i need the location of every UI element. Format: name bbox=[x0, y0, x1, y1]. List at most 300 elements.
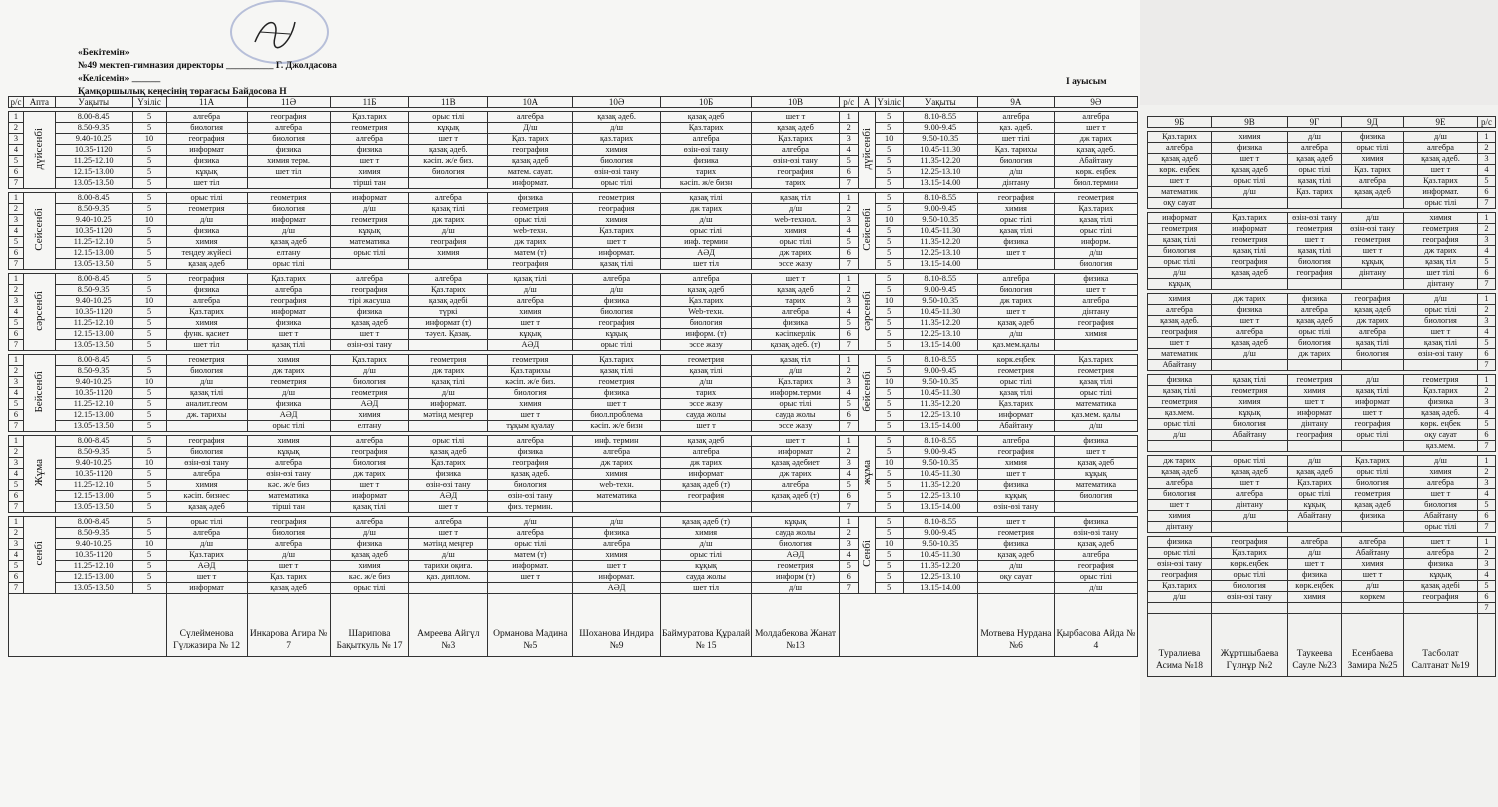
lesson-row bbox=[9, 480, 1138, 491]
subject-cell: д/ш bbox=[1404, 294, 1478, 305]
subject-cell: алгебра bbox=[1342, 537, 1404, 548]
lesson-number: 7 bbox=[1478, 522, 1496, 533]
lesson-time: 9.40-10.25 bbox=[55, 458, 132, 469]
subject-cell: дінтану bbox=[1404, 279, 1478, 290]
subject-cell: Қаз.тарих bbox=[660, 296, 752, 307]
subject-cell: д/ш bbox=[752, 204, 839, 215]
subject-cell: физика bbox=[1054, 517, 1137, 528]
day-name: бейсенбі bbox=[860, 371, 873, 412]
subject-cell: орыс тілі bbox=[488, 215, 573, 226]
subject-cell: тірі жасуша bbox=[330, 296, 409, 307]
subject-cell: биология bbox=[1148, 489, 1212, 500]
lesson-time: 9.40-10.25 bbox=[55, 296, 132, 307]
subject-cell: география bbox=[488, 458, 573, 469]
lesson-number: 1 bbox=[839, 436, 858, 447]
subject-cell: биология bbox=[1404, 500, 1478, 511]
break-minutes: 5 bbox=[875, 366, 903, 377]
subject-cell: Қаз.тарих bbox=[166, 550, 247, 561]
subject-cell: география bbox=[573, 318, 660, 329]
break-minutes: 5 bbox=[875, 491, 903, 502]
subject-cell bbox=[1148, 603, 1212, 614]
subject-cell: орыс тілі bbox=[409, 436, 488, 447]
subject-cell: қаз.мем. bbox=[1404, 441, 1478, 452]
lesson-row bbox=[1148, 441, 1496, 452]
subject-cell: қазақ тілі bbox=[660, 193, 752, 204]
subject-cell: орыс тілі bbox=[1054, 572, 1137, 583]
lesson-row bbox=[9, 421, 1138, 432]
subject-cell: орыс тілі bbox=[752, 399, 839, 410]
subject-cell: кәсіпкерлік bbox=[752, 329, 839, 340]
subject-cell: түркі bbox=[409, 307, 488, 318]
lesson-time: 11.35-12.20 bbox=[903, 561, 978, 572]
col-header: 11А bbox=[166, 97, 247, 108]
subject-cell: орыс тілі bbox=[330, 583, 409, 594]
subject-cell: көрк. еңбек bbox=[1404, 419, 1478, 430]
subject-cell: қазақ әдеб (т) bbox=[660, 517, 752, 528]
subject-cell: шет т bbox=[660, 421, 752, 432]
subject-cell: қаз. әдеб. bbox=[978, 123, 1055, 134]
lesson-number: 1 bbox=[839, 112, 858, 123]
subject-cell: д/ш bbox=[1054, 583, 1137, 594]
subject-cell: кұқық bbox=[1212, 408, 1288, 419]
subject-cell: биология bbox=[1054, 491, 1137, 502]
lesson-number: 2 bbox=[839, 123, 858, 134]
lesson-number: 3 bbox=[9, 539, 24, 550]
subject-cell: қазақ әдеб bbox=[1148, 467, 1212, 478]
subject-cell: геометрия bbox=[1404, 224, 1478, 235]
subject-cell bbox=[1342, 441, 1404, 452]
subject-cell: сауда жолы bbox=[752, 528, 839, 539]
lesson-number: 2 bbox=[9, 123, 24, 134]
lesson-number: 3 bbox=[9, 377, 24, 388]
subject-cell: көрк. еңбек bbox=[1148, 165, 1212, 176]
subject-cell: д/ш bbox=[752, 583, 839, 594]
subject-cell: физ. термин. bbox=[488, 502, 573, 513]
lesson-row bbox=[9, 274, 1138, 285]
day-name-cell bbox=[858, 436, 875, 513]
subject-cell: қазақ әдеб. bbox=[409, 145, 488, 156]
subject-cell: қазақ тіл bbox=[752, 355, 839, 366]
lesson-row bbox=[9, 469, 1138, 480]
subject-cell: Қаз.тарих bbox=[1404, 386, 1478, 397]
subject-cell bbox=[1054, 340, 1137, 351]
subject-cell: алгебра bbox=[330, 274, 409, 285]
subject-cell: орыс тілі bbox=[1342, 467, 1404, 478]
shift-label: I ауысым bbox=[1066, 77, 1107, 87]
subject-cell: дж тарих bbox=[752, 248, 839, 259]
lesson-time: 13.05-13.50 bbox=[55, 583, 132, 594]
subject-cell: Қаз.тарих bbox=[330, 112, 409, 123]
subject-cell: математика bbox=[247, 491, 330, 502]
subject-cell: д/ш bbox=[1342, 213, 1404, 224]
lesson-time: 12.25-13.10 bbox=[903, 572, 978, 583]
day-name-cell bbox=[858, 355, 875, 432]
lesson-number: 6 bbox=[1478, 187, 1496, 198]
lesson-row bbox=[1148, 500, 1496, 511]
lesson-time: 8.50-9.35 bbox=[55, 204, 132, 215]
subject-cell: дж тарих bbox=[660, 204, 752, 215]
subject-cell: оқу сауат bbox=[1404, 430, 1478, 441]
subject-cell: д/ш bbox=[166, 377, 247, 388]
break-minutes: 10 bbox=[132, 296, 166, 307]
subject-cell bbox=[1342, 360, 1404, 371]
lesson-time: 8.50-9.35 bbox=[55, 528, 132, 539]
subject-cell: алгебра bbox=[488, 296, 573, 307]
lesson-number: 4 bbox=[9, 469, 24, 480]
subject-cell: алгебра bbox=[978, 274, 1055, 285]
subject-cell: химия bbox=[573, 145, 660, 156]
subject-cell: шет т bbox=[166, 572, 247, 583]
subject-cell: алгебра bbox=[1288, 537, 1342, 548]
lesson-row bbox=[1148, 559, 1496, 570]
subject-cell: Қаз.тарих bbox=[1054, 204, 1137, 215]
lesson-row bbox=[9, 410, 1138, 421]
lesson-number: 4 bbox=[1478, 408, 1496, 419]
lesson-number: 1 bbox=[9, 193, 24, 204]
subject-cell bbox=[1342, 198, 1404, 209]
subject-cell: қазақ әдеб. bbox=[488, 469, 573, 480]
lesson-number: 7 bbox=[1478, 198, 1496, 209]
subject-cell: Қаз.тарих bbox=[752, 134, 839, 145]
teacher-name: Туралиева Асима №18 bbox=[1148, 614, 1212, 677]
lesson-number: 5 bbox=[9, 237, 24, 248]
subject-cell: қазақ тілі bbox=[1054, 377, 1137, 388]
subject-cell: қазақ тілі bbox=[1148, 386, 1212, 397]
lesson-time: 13.15-14.00 bbox=[903, 340, 978, 351]
break-minutes: 5 bbox=[132, 550, 166, 561]
subject-cell: қазақ тілі bbox=[978, 226, 1055, 237]
col-header: 9Д bbox=[1342, 117, 1404, 128]
lesson-number: 4 bbox=[9, 550, 24, 561]
lesson-row bbox=[9, 539, 1138, 550]
subject-cell: Қаз.тарих bbox=[409, 285, 488, 296]
break-minutes: 5 bbox=[132, 410, 166, 421]
subject-cell: кұқық bbox=[1342, 257, 1404, 268]
lesson-row bbox=[1148, 489, 1496, 500]
subject-cell: матем. сауат. bbox=[488, 167, 573, 178]
break-minutes: 5 bbox=[132, 528, 166, 539]
subject-cell: геометрия bbox=[1212, 386, 1288, 397]
subject-cell: тарих bbox=[660, 167, 752, 178]
lesson-number: 7 bbox=[839, 259, 858, 270]
subject-cell: информат (т) bbox=[409, 318, 488, 329]
subject-cell: шет т bbox=[1288, 397, 1342, 408]
subject-cell: дінтану bbox=[1342, 268, 1404, 279]
subject-cell: география bbox=[1212, 537, 1288, 548]
lesson-time: 11.25-12.10 bbox=[55, 561, 132, 572]
subject-cell: қазақ әдеб bbox=[1288, 154, 1342, 165]
subject-cell: математика bbox=[1054, 480, 1137, 491]
subject-cell: орыс тілі bbox=[1054, 226, 1137, 237]
lesson-number: 6 bbox=[839, 248, 858, 259]
subject-cell: химия bbox=[166, 480, 247, 491]
lesson-row bbox=[1148, 294, 1496, 305]
subject-cell: д/ш bbox=[1212, 187, 1288, 198]
subject-cell: шет т bbox=[1212, 316, 1288, 327]
teacher-name: Тасболат Салтанат №19 bbox=[1404, 614, 1478, 677]
subject-cell: биология bbox=[1288, 338, 1342, 349]
subject-cell: Қаз.тарих bbox=[1148, 132, 1212, 143]
lesson-time: 9.50-10.35 bbox=[903, 215, 978, 226]
subject-cell: география bbox=[1148, 327, 1212, 338]
break-minutes: 10 bbox=[132, 215, 166, 226]
day-name: жұма bbox=[860, 460, 873, 485]
lesson-time: 11.35-12.20 bbox=[903, 480, 978, 491]
subject-cell: география bbox=[330, 285, 409, 296]
lesson-time: 13.15-14.00 bbox=[903, 583, 978, 594]
lesson-time: 12.25-13.10 bbox=[903, 491, 978, 502]
teacher-name: Инкарова Агира № 7 bbox=[247, 594, 330, 657]
subject-cell bbox=[660, 502, 752, 513]
subject-cell: биология bbox=[166, 447, 247, 458]
subject-cell: алгебра bbox=[166, 469, 247, 480]
subject-cell: АӘД bbox=[752, 550, 839, 561]
subject-cell: өзін-өзі тану bbox=[1342, 224, 1404, 235]
lesson-number: 4 bbox=[9, 307, 24, 318]
subject-cell: Қаз.тарих bbox=[573, 226, 660, 237]
lesson-row bbox=[9, 366, 1138, 377]
subject-cell: алгебра bbox=[1288, 305, 1342, 316]
spacer-cell bbox=[839, 594, 977, 657]
subject-cell: алгебра bbox=[752, 307, 839, 318]
subject-cell: қазақ тілі bbox=[1288, 246, 1342, 257]
subject-cell: шет т bbox=[1288, 559, 1342, 570]
subject-cell: д/ш bbox=[1148, 430, 1212, 441]
lesson-time: 8.50-9.35 bbox=[55, 123, 132, 134]
lesson-time: 9.40-10.25 bbox=[55, 134, 132, 145]
subject-cell bbox=[330, 259, 409, 270]
subject-cell: Абайтану bbox=[1288, 511, 1342, 522]
subject-cell: дж тарих bbox=[978, 296, 1055, 307]
subject-cell: дінтану bbox=[1288, 419, 1342, 430]
lesson-time: 9.00-9.45 bbox=[903, 366, 978, 377]
lesson-number: 6 bbox=[839, 410, 858, 421]
subject-cell: биология bbox=[247, 528, 330, 539]
subject-cell: қазақ әдебі bbox=[409, 296, 488, 307]
break-minutes: 5 bbox=[875, 145, 903, 156]
lesson-row bbox=[9, 156, 1138, 167]
break-minutes: 5 bbox=[875, 410, 903, 421]
lesson-row bbox=[9, 204, 1138, 215]
subject-cell: шет тіл bbox=[247, 167, 330, 178]
col-header: 10Б bbox=[660, 97, 752, 108]
subject-cell: қазақ әдеб bbox=[1212, 338, 1288, 349]
subject-cell: география bbox=[1212, 257, 1288, 268]
break-minutes: 5 bbox=[875, 502, 903, 513]
subject-cell: қазақ әдеб bbox=[1342, 187, 1404, 198]
subject-cell: өзін-өзі тану bbox=[166, 458, 247, 469]
lesson-number: 2 bbox=[839, 447, 858, 458]
subject-cell: д/ш bbox=[1212, 511, 1288, 522]
subject-cell: АӘД bbox=[573, 583, 660, 594]
lesson-time: 9.00-9.45 bbox=[903, 528, 978, 539]
lesson-row bbox=[9, 329, 1138, 340]
subject-cell: қазақ әдеб bbox=[166, 502, 247, 513]
lesson-number: 4 bbox=[839, 307, 858, 318]
break-minutes: 5 bbox=[875, 167, 903, 178]
lesson-row bbox=[9, 134, 1138, 145]
col-header: 9Ә bbox=[1054, 97, 1137, 108]
day-name-cell bbox=[23, 436, 55, 513]
subject-cell: физика bbox=[1288, 294, 1342, 305]
lesson-number: 3 bbox=[1478, 559, 1496, 570]
lesson-number: 4 bbox=[1478, 246, 1496, 257]
lesson-number: 3 bbox=[1478, 154, 1496, 165]
subject-cell: өзін-өзі тану bbox=[573, 167, 660, 178]
subject-cell: география bbox=[330, 447, 409, 458]
lesson-number: 1 bbox=[1478, 213, 1496, 224]
subject-cell: д/ш bbox=[409, 226, 488, 237]
day-name-cell bbox=[23, 112, 55, 189]
subject-cell: көрк.еңбек bbox=[1288, 581, 1342, 592]
day-name: Сейсенбі bbox=[33, 208, 46, 251]
subject-cell: орыс тілі bbox=[488, 539, 573, 550]
day-name: Бейсенбі bbox=[33, 370, 46, 413]
subject-cell: физика bbox=[330, 307, 409, 318]
subject-cell: орыс тілі bbox=[166, 193, 247, 204]
lesson-row bbox=[9, 388, 1138, 399]
subject-cell: кұқық bbox=[1288, 500, 1342, 511]
lesson-time: 8.10-8.55 bbox=[903, 193, 978, 204]
subject-cell: география bbox=[166, 436, 247, 447]
subject-cell: сауда жолы bbox=[660, 572, 752, 583]
lesson-time: 8.00-8.45 bbox=[55, 274, 132, 285]
subject-cell: математик bbox=[1148, 187, 1212, 198]
subject-cell: биология bbox=[488, 388, 573, 399]
lesson-time: 10.45-11.30 bbox=[903, 550, 978, 561]
subject-cell: информат bbox=[978, 410, 1055, 421]
subject-cell: шет т bbox=[1404, 327, 1478, 338]
lesson-number: 3 bbox=[1478, 478, 1496, 489]
subject-cell: физика bbox=[166, 156, 247, 167]
subject-cell: орыс тілі bbox=[1288, 327, 1342, 338]
lesson-number: 5 bbox=[1478, 338, 1496, 349]
lesson-row bbox=[9, 399, 1138, 410]
subject-cell bbox=[1404, 603, 1478, 614]
subject-cell: физика bbox=[660, 156, 752, 167]
subject-cell bbox=[752, 502, 839, 513]
day-name: Сейсенбі bbox=[860, 208, 873, 251]
lesson-number: 2 bbox=[1478, 548, 1496, 559]
lesson-time: 13.05-13.50 bbox=[55, 340, 132, 351]
lesson-time: 8.10-8.55 bbox=[903, 112, 978, 123]
lesson-time: 12.15-13.00 bbox=[55, 410, 132, 421]
subject-cell: шет т bbox=[573, 399, 660, 410]
subject-cell: қазақ әдеб bbox=[1212, 165, 1288, 176]
subject-cell: физика bbox=[1404, 559, 1478, 570]
lesson-number: 7 bbox=[1478, 360, 1496, 371]
subject-cell: физика bbox=[978, 539, 1055, 550]
col-header: 11Ә bbox=[247, 97, 330, 108]
lesson-number: 2 bbox=[9, 204, 24, 215]
lesson-row bbox=[1148, 143, 1496, 154]
subject-cell bbox=[1288, 198, 1342, 209]
subject-cell: теңдеу жүйесі bbox=[166, 248, 247, 259]
lesson-number: 6 bbox=[9, 491, 24, 502]
subject-cell: физика bbox=[488, 193, 573, 204]
subject-cell: геометрия bbox=[1404, 375, 1478, 386]
subject-cell: география bbox=[1054, 318, 1137, 329]
subject-cell: Қаз. тарих bbox=[1342, 165, 1404, 176]
subject-cell: биология bbox=[247, 204, 330, 215]
subject-cell: физика bbox=[1148, 537, 1212, 548]
subject-cell: өзін-өзі тану bbox=[752, 156, 839, 167]
subject-cell: инф. термин bbox=[660, 237, 752, 248]
subject-cell: математика bbox=[573, 491, 660, 502]
subject-cell: д/ш bbox=[752, 366, 839, 377]
subject-cell: Абайтану bbox=[1212, 430, 1288, 441]
subject-cell: геометрия bbox=[1148, 224, 1212, 235]
subject-cell: география bbox=[1288, 430, 1342, 441]
col-header: 10А bbox=[488, 97, 573, 108]
lesson-number: 5 bbox=[1478, 257, 1496, 268]
break-minutes: 5 bbox=[875, 550, 903, 561]
subject-cell: қазақ тілі bbox=[166, 388, 247, 399]
lesson-row bbox=[1148, 386, 1496, 397]
lesson-number: 7 bbox=[9, 583, 24, 594]
lesson-number: 5 bbox=[839, 480, 858, 491]
lesson-number: 4 bbox=[839, 145, 858, 156]
subject-cell: биология bbox=[1148, 246, 1212, 257]
teacher-name: Шоханова Индира №9 bbox=[573, 594, 660, 657]
lesson-row bbox=[1148, 511, 1496, 522]
agreed-label: «Келісемін» ______ bbox=[78, 74, 161, 84]
lesson-time: 12.15-13.00 bbox=[55, 491, 132, 502]
break-minutes: 5 bbox=[875, 561, 903, 572]
subject-cell: алгебра bbox=[1212, 489, 1288, 500]
subject-cell: қазақ әдеб bbox=[1288, 316, 1342, 327]
lesson-time: 9.00-9.45 bbox=[903, 447, 978, 458]
lesson-time: 10.35-1120 bbox=[55, 469, 132, 480]
break-minutes: 5 bbox=[875, 583, 903, 594]
break-minutes: 5 bbox=[132, 193, 166, 204]
subject-cell: шет т bbox=[752, 112, 839, 123]
subject-cell bbox=[1148, 441, 1212, 452]
lesson-number: 7 bbox=[9, 421, 24, 432]
lesson-number: 1 bbox=[9, 517, 24, 528]
lesson-row bbox=[1148, 478, 1496, 489]
subject-cell: геометрия bbox=[330, 123, 409, 134]
spacer-cell bbox=[1478, 614, 1496, 677]
teacher-name: Қырбасова Айда № 4 bbox=[1054, 594, 1137, 657]
lesson-row bbox=[1148, 327, 1496, 338]
subject-cell: дінтану bbox=[978, 178, 1055, 189]
subject-cell: информат bbox=[1288, 408, 1342, 419]
break-minutes: 5 bbox=[132, 259, 166, 270]
subject-cell: алгебра bbox=[330, 436, 409, 447]
lesson-row bbox=[9, 248, 1138, 259]
subject-cell: Web-техн. bbox=[660, 307, 752, 318]
lesson-row bbox=[1148, 570, 1496, 581]
subject-cell: қазақ тілі bbox=[247, 340, 330, 351]
subject-cell: физика bbox=[247, 318, 330, 329]
subject-cell: шет тіл bbox=[166, 178, 247, 189]
lesson-row bbox=[1148, 165, 1496, 176]
lesson-number: 6 bbox=[9, 572, 24, 583]
subject-cell: қазақ әдеб bbox=[1212, 268, 1288, 279]
lesson-time: 9.50-10.35 bbox=[903, 377, 978, 388]
lesson-row bbox=[9, 491, 1138, 502]
subject-cell bbox=[978, 583, 1055, 594]
subject-cell: информат bbox=[660, 469, 752, 480]
lesson-row bbox=[9, 259, 1138, 270]
lesson-number: 5 bbox=[9, 561, 24, 572]
subject-cell: химия bbox=[247, 355, 330, 366]
subject-cell: геометрия bbox=[330, 215, 409, 226]
lesson-number: 3 bbox=[1478, 235, 1496, 246]
subject-cell: көрк. еңбек bbox=[1054, 167, 1137, 178]
subject-cell: қазақ әдеб. bbox=[1404, 408, 1478, 419]
